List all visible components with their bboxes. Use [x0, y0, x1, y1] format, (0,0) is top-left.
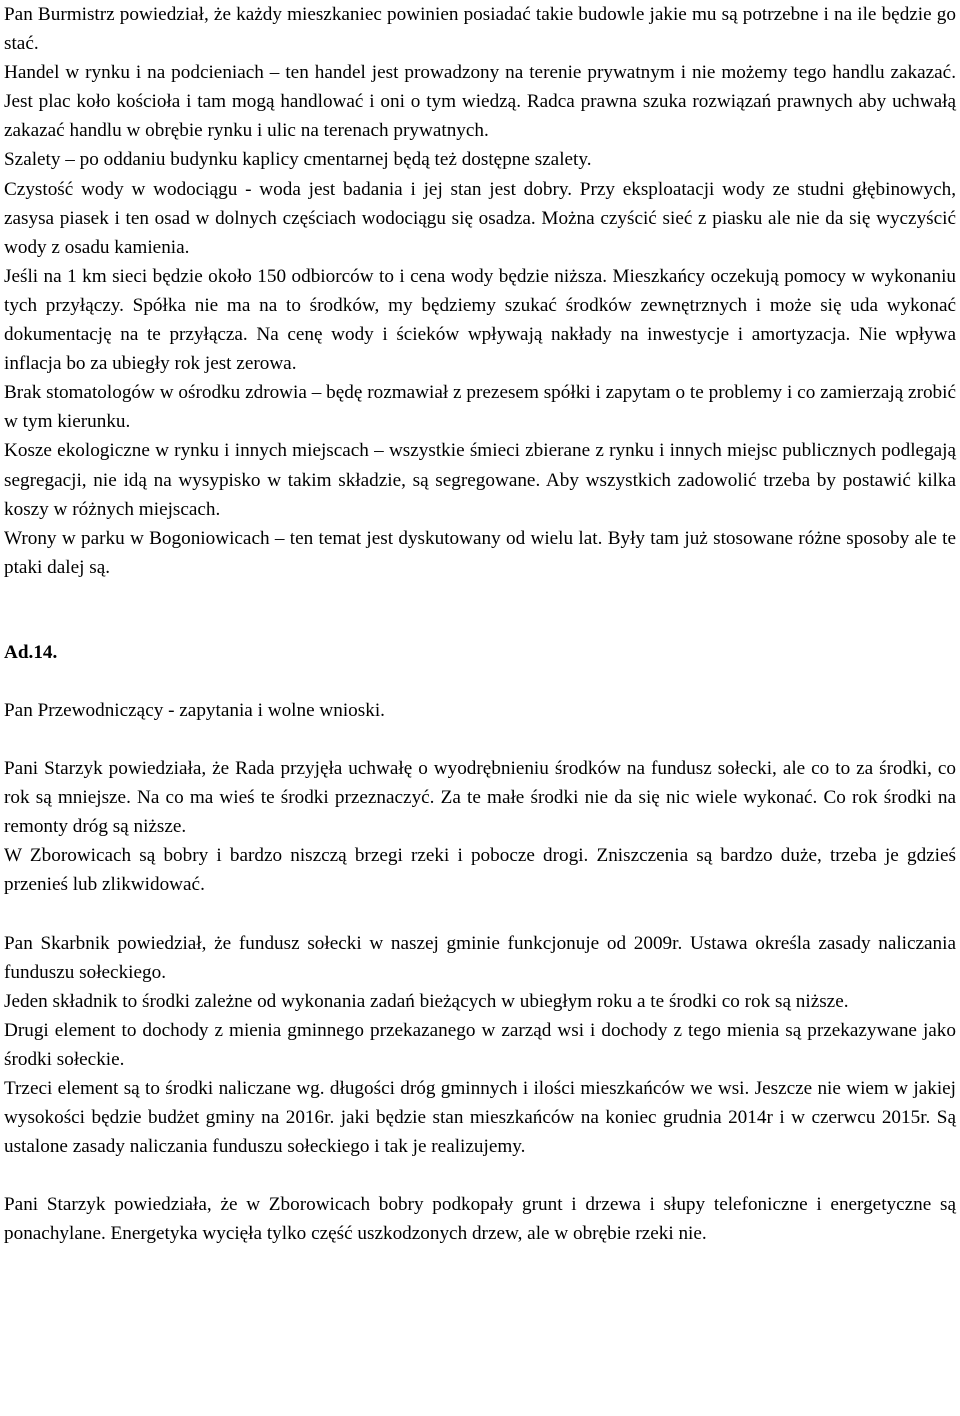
paragraph-skarbnik-fundusz: Pan Skarbnik powiedział, że fundusz sołecki w naszej gminie funkcjonuje od 2009r. Ustawa określa zasady naliczania funduszu sołeckiego.	[4, 932, 956, 983]
paragraph-handel: Handel w rynku i na podcieniach – ten handel jest prowadzony na terenie prywatnym i nie możemy tego handlu zakazać. Jest plac koło kościoła i tam mogą handlować i oni o tym wiedzą. Radca prawna szuka rozwiązań prawnych aby uchwałą zakazać handlu w obrębie rynku i ulic na terenach prywatnych.	[4, 62, 956, 142]
paragraph-kosze: Kosze ekologiczne w rynku i innych miejscach – wszystkie śmieci zbierane z rynku i innych miejsc publicznych podlegają segregacji, nie idą na wysypisko w takim składzie, są segregowane. Aby wszystkich zadowolić trzeba by postawić kilka koszy w różnych miejscach.	[4, 440, 956, 520]
section-heading: Ad.14.	[4, 641, 58, 663]
paragraph-skladnik-drugi: Drugi element to dochody z mienia gminnego przekazanego w zarząd wsi i dochody z tego mienia są przekazywane jako środki sołeckie.	[4, 1019, 956, 1070]
paragraph-wrony: Wrony w parku w Bogoniowicach – ten temat jest dyskutowany od wielu lat. Były tam już stosowane różne sposoby ale te ptaki dalej są.	[4, 527, 956, 578]
paragraph-starzyk-fundusz: Pani Starzyk powiedziała, że Rada przyjęła uchwałę o wyodrębnieniu środków na fundusz sołecki, ale co to za środki, co rok są mniejsze. Na co ma wieś te środki przeznaczyć. Za te małe środki nie da się nic wiele wykonać. Co rok środki na remonty dróg są niższe.	[4, 758, 956, 838]
spacer	[4, 582, 956, 638]
paragraph-skladnik-pierwszy: Jeden składnik to środki zależne od wykonania zadań bieżących w ubiegłym roku a te środki co rok są niższe.	[4, 990, 849, 1012]
paragraph-skladnik-trzeci: Trzeci element są to środki naliczane wg. długości dróg gminnych i ilości mieszkańców we wsi. Jeszcze nie wiem w jakiej wysokości będzie budżet gminy na 2016r. jaki będzie stan mieszkańców na koniec grudnia 2014r i w czerwcu 2015r. Są ustalone zasady naliczania funduszu sołeckiego i tak je realizujemy.	[4, 1078, 956, 1158]
paragraph-burmistrz-intro: Pan Burmistrz powiedział, że każdy mieszkaniec powinien posiadać takie budowle jakie mu są potrzebne i na ile będzie go stać.	[4, 4, 956, 55]
paragraph-starzyk-bobry: W Zborowicach są bobry i bardzo niszczą brzegi rzeki i pobocze drogi. Zniszczenia są bardzo duże, trzeba je gdzieś przenieś lub zlikwidować.	[4, 845, 956, 896]
paragraph-siec-wodociagowa: Jeśli na 1 km sieci będzie około 150 odbiorców to i cena wody będzie niższa. Mieszkańcy oczekują pomocy w wykonaniu tych przyłączy. Spółka nie ma na to środków, my będziemy szukać środków zewnętrznych i może się uda wykonać dokumentację na te przyłącza. Na cenę wody i ścieków wpływają nakłady na inwestycje i amortyzacja. Nie wpływa inflacja bo za ubiegły rok jest zerowa.	[4, 265, 956, 375]
agenda-item: Pan Przewodniczący - zapytania i wolne wnioski.	[4, 699, 385, 721]
spacer	[4, 900, 956, 929]
spacer	[4, 725, 956, 754]
spacer	[4, 667, 956, 696]
paragraph-starzyk-drzewa: Pani Starzyk powiedziała, że w Zborowicach bobry podkopały grunt i drzewa i słupy telefoniczne i energetyczne są ponachylane. Energetyka wycięła tylko część uszkodzonych drzew, ale w obrębie rzeki nie.	[4, 1194, 956, 1245]
paragraph-stomatolodzy: Brak stomatologów w ośrodku zdrowia – będę rozmawiał z prezesem spółki i zapytam o te problemy i co zamierzają zrobić w tym kierunku.	[4, 382, 956, 433]
document-page	[4, 0, 956, 1248]
spacer	[4, 1161, 956, 1190]
paragraph-szalety: Szalety – po oddaniu budynku kaplicy cmentarnej będą też dostępne szalety.	[4, 149, 592, 171]
paragraph-czystosc-wody: Czystość wody w wodociągu - woda jest badania i jej stan jest dobry. Przy eksploatacji wody ze studni głębinowych, zasysa piasek i ten osad w dolnych częściach wodociągu się osadza. Można czyścić sieć z piasku ale nie da się wyczyścić wody z osadu kamienia.	[4, 178, 956, 258]
